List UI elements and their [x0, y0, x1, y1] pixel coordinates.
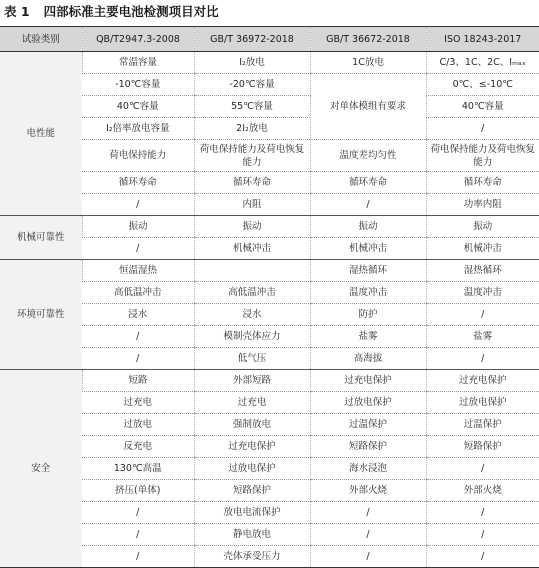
header-category: 试验类别 [0, 27, 82, 52]
table-cell: 外部短路 [194, 370, 310, 392]
category-environmental: 环境可靠性 [0, 260, 82, 370]
table-number: 表 1 [4, 4, 30, 19]
table-cell: / [426, 546, 539, 568]
table-cell: / [82, 238, 194, 260]
table-cell: 短路 [82, 370, 194, 392]
table-cell: 循环寿命 [82, 172, 194, 194]
table-cell: 湿热循环 [310, 260, 426, 282]
table-cell: 挤压(单体) [82, 480, 194, 502]
table-cell: 湿热循环 [426, 260, 539, 282]
header-gbt36672: GB/T 36672-2018 [310, 27, 426, 52]
table-cell: 常温容量 [82, 52, 194, 74]
table-cell: 机械冲击 [310, 238, 426, 260]
table-cell: 温度差均匀性 [310, 140, 426, 172]
table-cell: 浸水 [82, 304, 194, 326]
table-cell: 过充电保护 [194, 436, 310, 458]
table-cell: 功率内阻 [426, 194, 539, 216]
table-cell: -20℃容量 [194, 74, 310, 96]
table-cell: 过充电保护 [310, 370, 426, 392]
table-cell: 反充电 [82, 436, 194, 458]
table-title [4, 2, 219, 22]
table-cell: 过放电 [82, 414, 194, 436]
comparison-table-container [0, 26, 539, 562]
table-cell: / [310, 194, 426, 216]
table-cell: 荷电保持能力及荷电恢复能力 [194, 140, 310, 172]
table-cell: 强制放电 [194, 414, 310, 436]
table-row [0, 260, 539, 282]
table-cell: 循环寿命 [194, 172, 310, 194]
header-gbt36972: GB/T 36972-2018 [194, 27, 310, 52]
table-cell [194, 260, 310, 282]
table-cell: 外部火烧 [426, 480, 539, 502]
table-caption: 四部标准主要电池检测项目对比 [43, 4, 219, 19]
table-cell: / [82, 502, 194, 524]
table-cell: / [82, 326, 194, 348]
table-cell: / [426, 348, 539, 370]
table-cell: 过温保护 [310, 414, 426, 436]
table-cell: / [426, 524, 539, 546]
table-cell: 过充电 [82, 392, 194, 414]
category-electrical: 电性能 [0, 52, 82, 216]
table-cell: / [82, 524, 194, 546]
table-cell: 2I₂放电 [194, 118, 310, 140]
table-cell: 短路保护 [426, 436, 539, 458]
table-cell: / [310, 524, 426, 546]
table-cell: 机械冲击 [426, 238, 539, 260]
table-row [0, 370, 539, 392]
table-cell: 过放电保护 [194, 458, 310, 480]
table-cell: 低气压 [194, 348, 310, 370]
table-cell: 振动 [82, 216, 194, 238]
table-cell: 外部火烧 [310, 480, 426, 502]
table-cell: 机械冲击 [194, 238, 310, 260]
table-cell: 40℃容量 [82, 96, 194, 118]
table-cell: 浸水 [194, 304, 310, 326]
table-cell: 高海拔 [310, 348, 426, 370]
table-cell: / [426, 118, 539, 140]
table-row [0, 216, 539, 238]
table-cell: / [426, 304, 539, 326]
table-cell: 模制壳体应力 [194, 326, 310, 348]
table-cell: / [82, 546, 194, 568]
table-cell: 对单体模组有要求 [310, 74, 426, 140]
table-cell: 振动 [194, 216, 310, 238]
table-cell: 0℃、≤-10℃ [426, 74, 539, 96]
table-cell: 过温保护 [426, 414, 539, 436]
table-cell: 振动 [310, 216, 426, 238]
table-cell: 过充电保护 [426, 370, 539, 392]
table-cell: 放电电流保护 [194, 502, 310, 524]
header-iso18243: ISO 18243-2017 [426, 27, 539, 52]
table-cell: 循环寿命 [426, 172, 539, 194]
header-qbt2947: QB/T2947.3-2008 [82, 27, 194, 52]
table-cell: / [426, 502, 539, 524]
table-cell: / [82, 348, 194, 370]
table-cell: 高低温冲击 [82, 282, 194, 304]
table-cell: 55℃容量 [194, 96, 310, 118]
table-cell: 短路保护 [194, 480, 310, 502]
table-row [0, 52, 539, 74]
table-cell: C/3、1C、2C、Iₘₐₓ [426, 52, 539, 74]
table-cell: 盐雾 [426, 326, 539, 348]
table-cell: 壳体承受压力 [194, 546, 310, 568]
table-cell: 静电放电 [194, 524, 310, 546]
table-cell: / [426, 458, 539, 480]
table-cell: 恒温湿热 [82, 260, 194, 282]
table-cell: 海水浸泡 [310, 458, 426, 480]
category-safety: 安全 [0, 370, 82, 568]
table-cell: 短路保护 [310, 436, 426, 458]
header-row [0, 27, 539, 52]
table-cell: I₂倍率放电容量 [82, 118, 194, 140]
table-cell: 1C放电 [310, 52, 426, 74]
table-cell: 40℃容量 [426, 96, 539, 118]
table-cell: 振动 [426, 216, 539, 238]
table-cell: I₂放电 [194, 52, 310, 74]
table-cell: 循环寿命 [310, 172, 426, 194]
table-cell: / [310, 502, 426, 524]
table-cell: 过放电保护 [426, 392, 539, 414]
table-cell: 过放电保护 [310, 392, 426, 414]
table-cell: 温度冲击 [310, 282, 426, 304]
table-cell: 温度冲击 [426, 282, 539, 304]
table-cell: 高低温冲击 [194, 282, 310, 304]
table-cell: 盐雾 [310, 326, 426, 348]
table-cell: 130℃高温 [82, 458, 194, 480]
table-cell: 荷电保持能力及荷电恢复能力 [426, 140, 539, 172]
category-mechanical: 机械可靠性 [0, 216, 82, 260]
table-cell: / [82, 194, 194, 216]
table-cell: / [310, 546, 426, 568]
table-cell: -10℃容量 [82, 74, 194, 96]
table-cell: 防护 [310, 304, 426, 326]
table-cell: 内阻 [194, 194, 310, 216]
comparison-table [0, 26, 539, 568]
table-cell: 荷电保持能力 [82, 140, 194, 172]
table-cell: 过充电 [194, 392, 310, 414]
